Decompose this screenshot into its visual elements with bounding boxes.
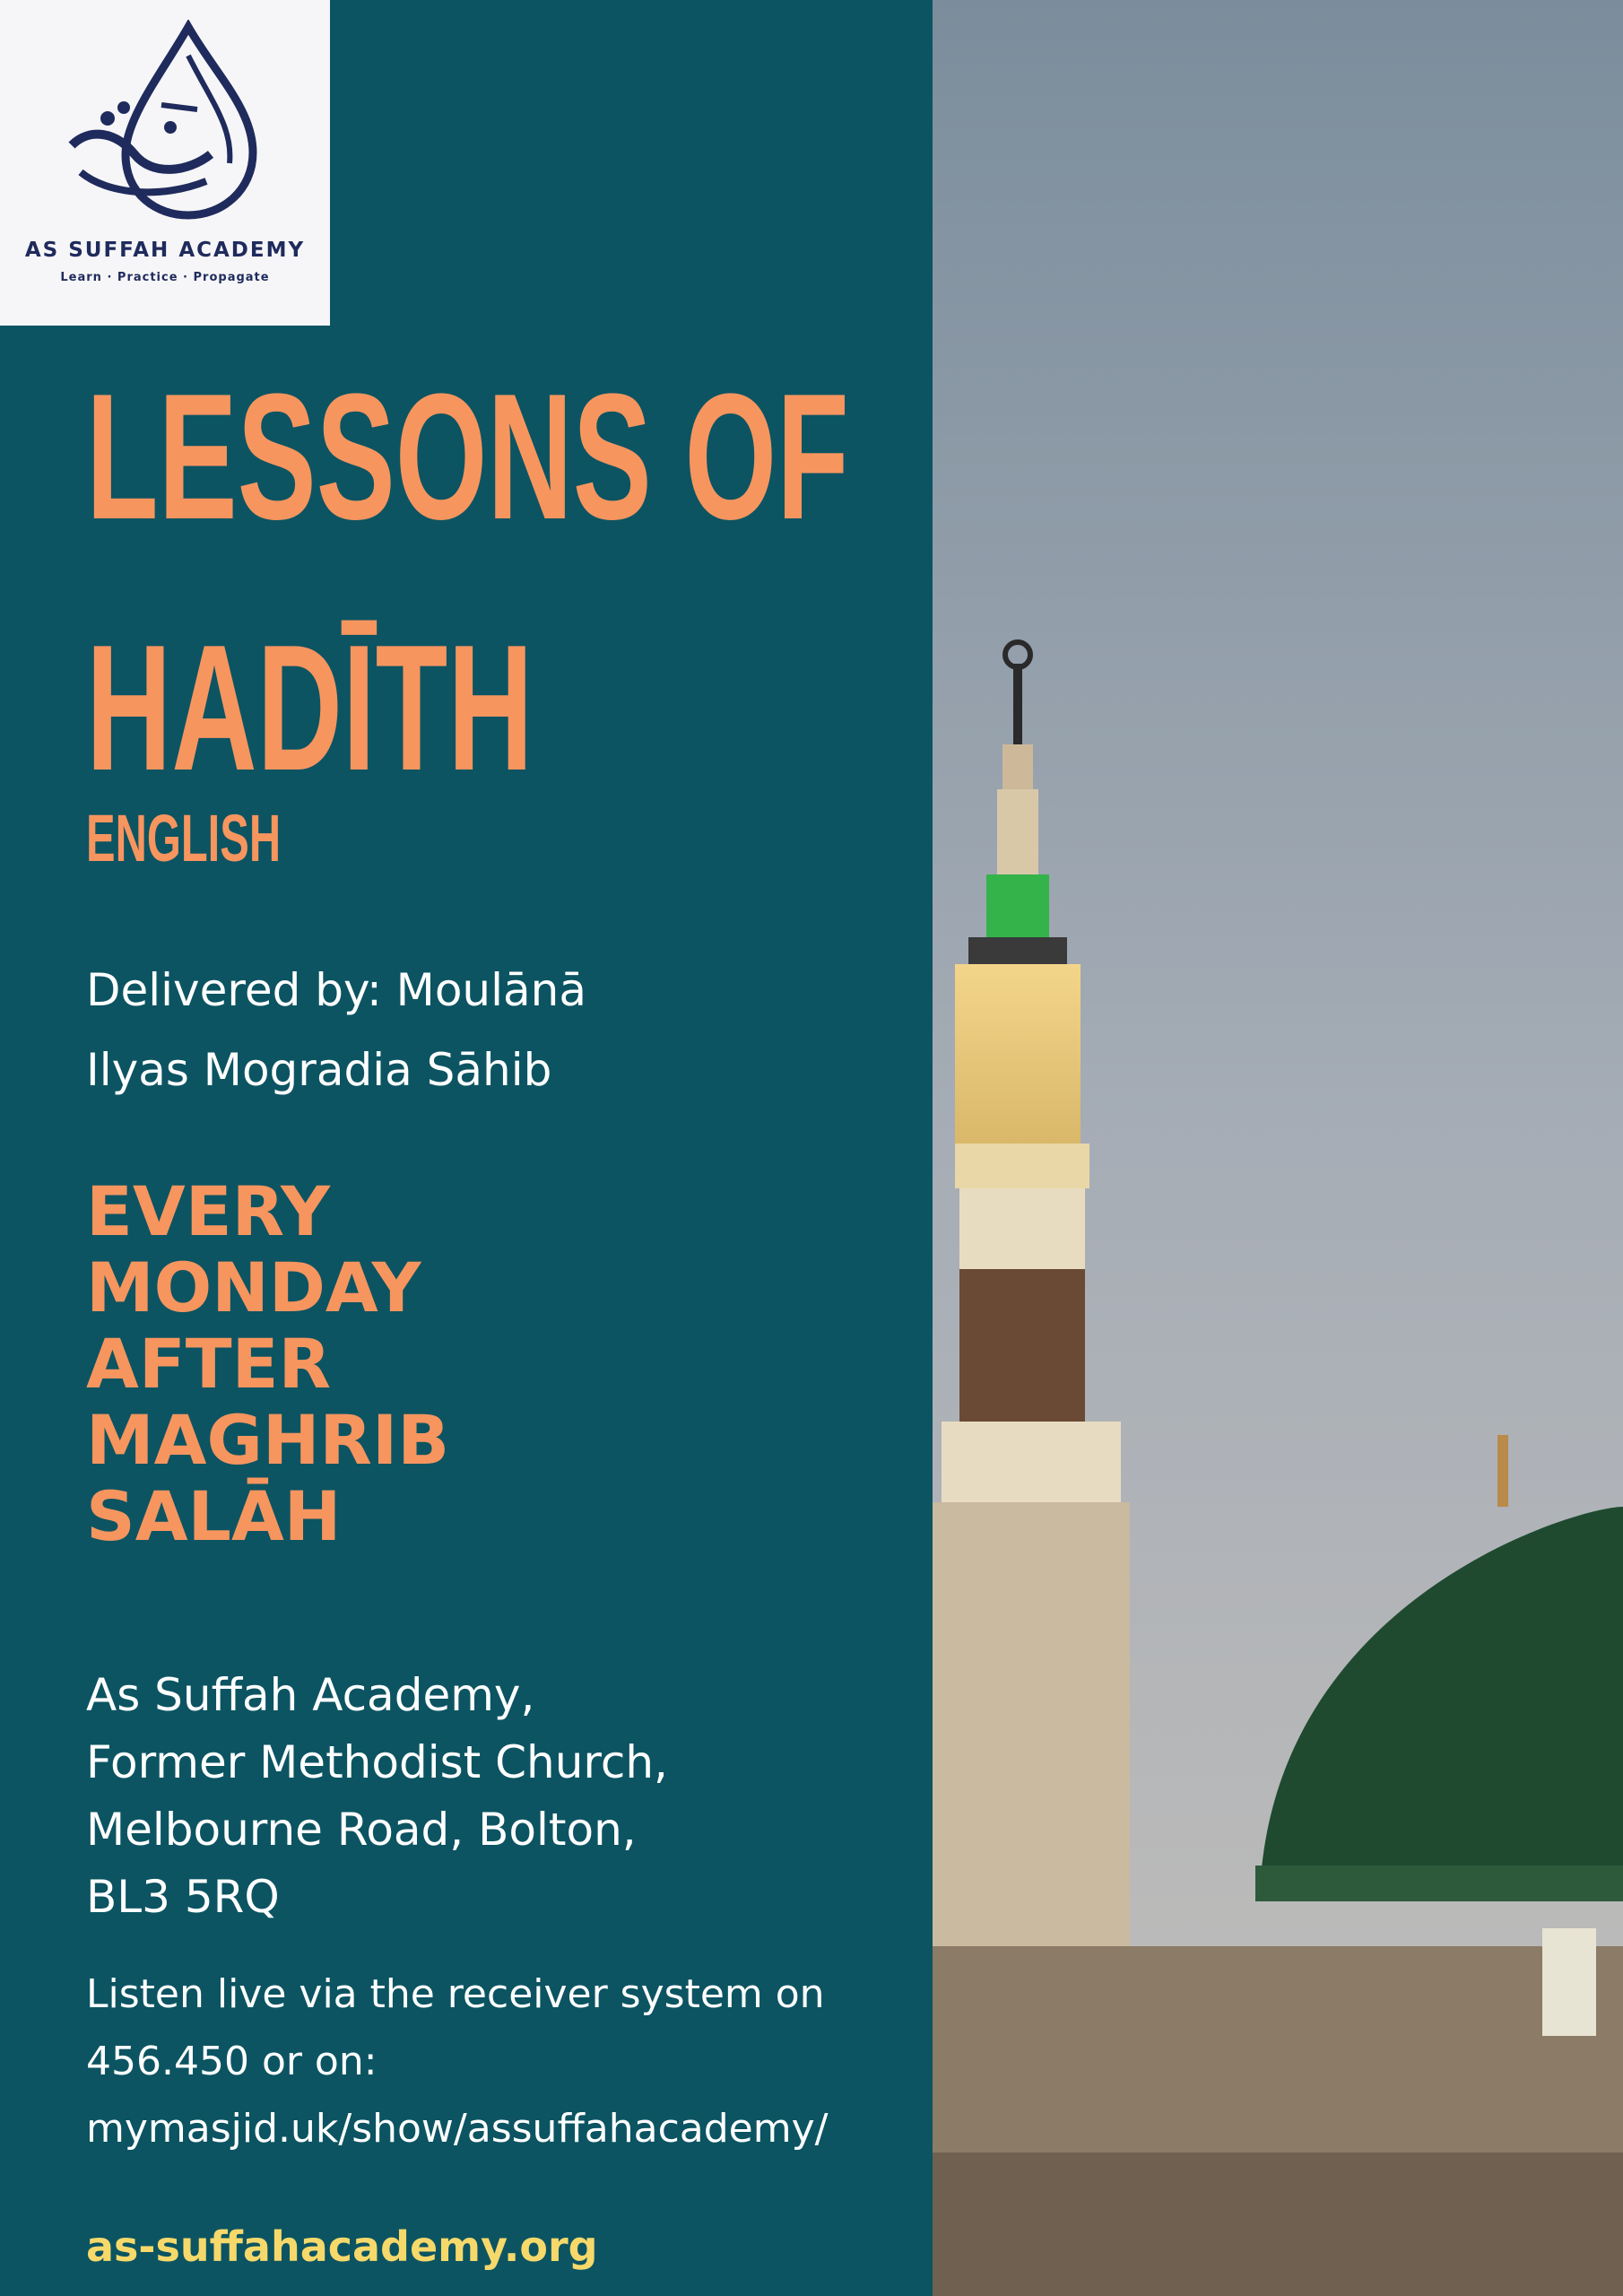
title-line-2: HADĪTH (86, 608, 534, 808)
address-line: BL3 5RQ (86, 1871, 280, 1923)
listen-line: Listen live via the receiver system on (86, 1971, 825, 2017)
logo-block (0, 0, 330, 326)
address (86, 1662, 668, 1931)
schedule-line: MONDAY (86, 1248, 421, 1327)
schedule-line: MAGHRIB (86, 1400, 450, 1480)
address-line: Former Methodist Church, (86, 1736, 668, 1788)
logo-name: AS SUFFAH ACADEMY (24, 239, 306, 262)
schedule-line: EVERY (86, 1171, 331, 1251)
logo-calligraphy-icon (54, 20, 269, 226)
schedule-line: AFTER (86, 1324, 332, 1404)
title-line-1: LESSONS OF (86, 357, 849, 557)
schedule (86, 1173, 449, 1554)
schedule-line: SALĀH (86, 1476, 342, 1556)
speaker-line-1: Delivered by: Moulānā (86, 964, 586, 1016)
address-line: As Suffah Academy, (86, 1669, 535, 1721)
speaker-line-2: Ilyas Mogradia Sāhib (86, 1044, 552, 1096)
address-line: Melbourne Road, Bolton, (86, 1804, 637, 1856)
logo-tagline: Learn · Practice · Propagate (60, 271, 270, 284)
listen-url[interactable]: mymasjid.uk/show/assuffahacademy/ (86, 2106, 829, 2152)
mosque-photo (933, 0, 1623, 2296)
listen-line: 456.450 or on: (86, 2039, 378, 2084)
title-language: ENGLISH (86, 801, 282, 875)
listen-info (86, 1961, 828, 2162)
website-link[interactable]: as-suffahacademy.org (86, 2222, 598, 2271)
